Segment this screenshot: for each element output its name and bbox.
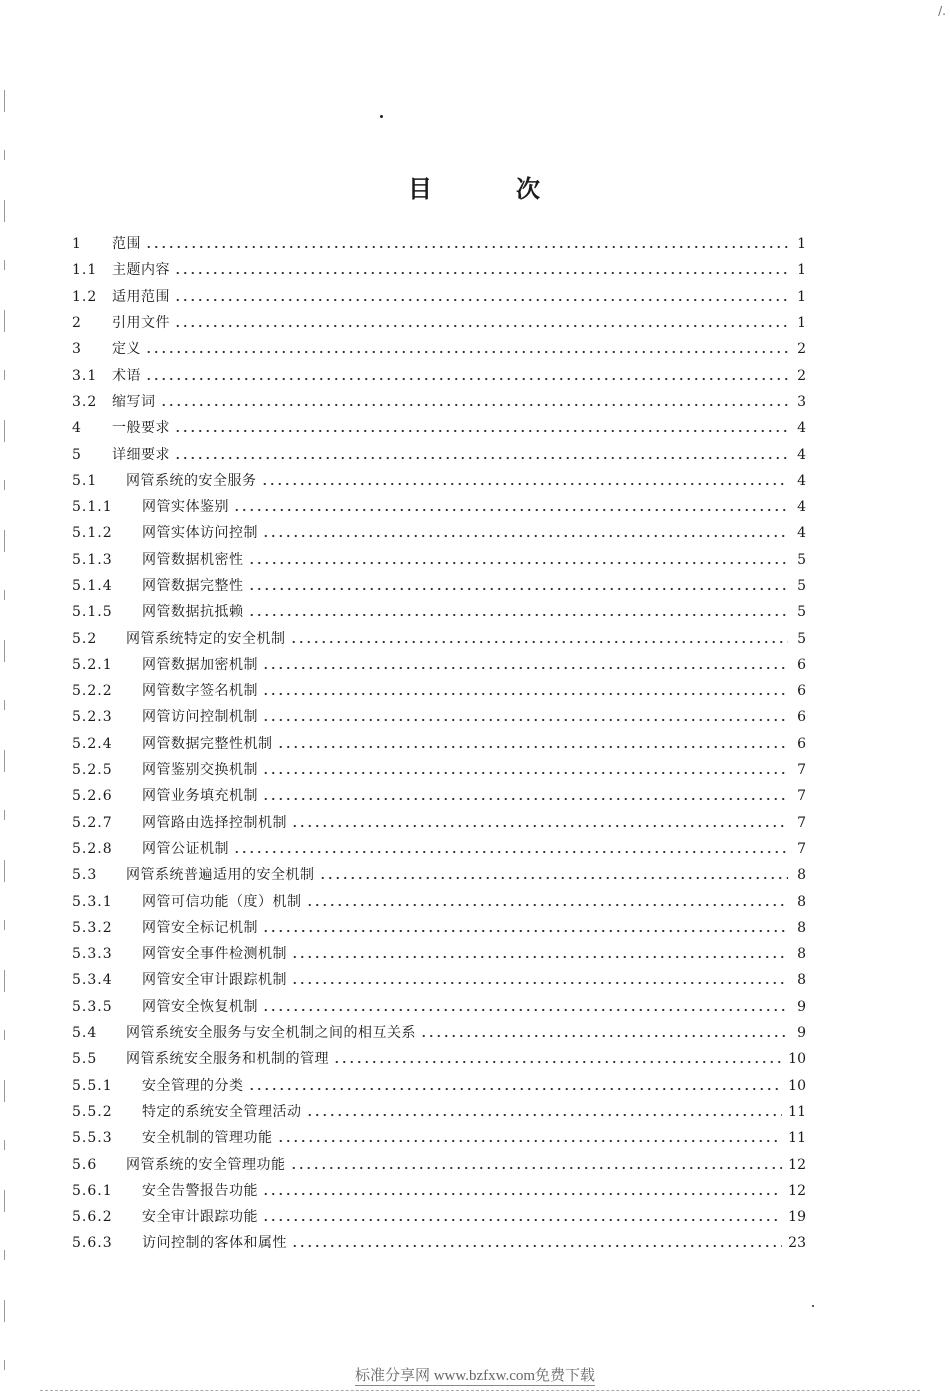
toc-entry-title: 网管数据完整性机制 — [142, 735, 273, 752]
toc-entry-page-number: 8 — [797, 893, 806, 910]
scan-speck — [380, 115, 383, 118]
toc-entry[interactable] — [72, 441, 806, 467]
toc-entry[interactable] — [72, 678, 806, 704]
toc-dot-leader — [174, 298, 788, 302]
toc-entry-page-number: 10 — [788, 1077, 806, 1094]
toc-dot-leader — [174, 456, 788, 460]
toc-entry-page-number: 7 — [797, 762, 806, 779]
toc-entry-number: 5.4 — [72, 1025, 98, 1042]
toc-entry-title: 网管访问控制机制 — [142, 709, 258, 726]
toc-entry-title: 术语 — [112, 367, 141, 384]
toc-entry-number: 5.6.2 — [72, 1209, 113, 1226]
toc-entry-page-number: 23 — [788, 1235, 806, 1252]
toc-entry-number: 5.6 — [72, 1156, 98, 1173]
toc-entry-page-number: 8 — [797, 946, 806, 963]
toc-entry-number: 5.3.3 — [72, 946, 113, 963]
toc-entry-number: 5.1.5 — [72, 604, 113, 621]
toc-dot-leader — [262, 666, 788, 670]
toc-entry-page-number: 1 — [797, 288, 806, 305]
toc-entry-page-number: 9 — [797, 998, 806, 1015]
toc-entry-title: 范围 — [112, 236, 141, 253]
toc-entry-title: 网管数据加密机制 — [142, 656, 258, 673]
toc-dot-leader — [248, 587, 789, 591]
toc-entry-number: 5.1 — [72, 472, 98, 489]
toc-dot-leader — [306, 1113, 783, 1117]
toc-entry-number: 5.2.5 — [72, 762, 113, 779]
page-title — [0, 168, 950, 204]
toc-entry-page-number: 6 — [797, 683, 806, 700]
toc-entry-number: 1 — [72, 236, 82, 253]
toc-entry-title: 详细要求 — [112, 446, 170, 463]
toc-entry-page-number: 6 — [797, 656, 806, 673]
toc-entry[interactable] — [72, 1204, 806, 1230]
toc-entry-title: 引用文件 — [112, 315, 170, 332]
toc-entry-title: 安全管理的分类 — [142, 1077, 244, 1094]
toc-dot-leader — [233, 850, 788, 854]
toc-entry-title: 网管数据抗抵赖 — [142, 604, 244, 621]
toc-dot-leader — [262, 1008, 788, 1012]
toc-entry-title: 特定的系统安全管理活动 — [142, 1103, 302, 1120]
toc-entry-page-number: 8 — [797, 919, 806, 936]
scan-edge-mark — [4, 90, 5, 1380]
toc-entry-page-number: 1 — [797, 262, 806, 279]
toc-entry-number: 5.1.1 — [72, 499, 113, 516]
toc-entry-page-number: 11 — [788, 1130, 806, 1147]
toc-entry-number: 5.3.2 — [72, 919, 113, 936]
toc-entry-title: 安全机制的管理功能 — [142, 1130, 273, 1147]
toc-dot-leader — [145, 245, 788, 249]
toc-entry-title: 网管公证机制 — [142, 840, 229, 857]
toc-dot-leader — [174, 324, 788, 328]
toc-dot-leader — [145, 377, 788, 381]
toc-entry-title: 网管安全标记机制 — [142, 919, 258, 936]
toc-entry[interactable] — [72, 1151, 806, 1177]
toc-entry[interactable] — [72, 389, 806, 415]
toc-entry[interactable] — [72, 994, 806, 1020]
toc-entry-number: 5.3.4 — [72, 972, 113, 989]
toc-entry[interactable] — [72, 520, 806, 546]
toc-entry-title: 网管安全事件检测机制 — [142, 946, 287, 963]
toc-entry-number: 5.3.1 — [72, 893, 113, 910]
toc-entry[interactable] — [72, 468, 806, 494]
toc-entry-title: 缩写词 — [112, 393, 156, 410]
toc-entry-title: 一般要求 — [112, 420, 170, 437]
toc-entry-title: 网管安全审计跟踪机制 — [142, 972, 287, 989]
toc-entry-page-number: 2 — [797, 367, 806, 384]
toc-entry-number: 3.2 — [72, 393, 98, 410]
toc-entry-title: 网管数据机密性 — [142, 551, 244, 568]
toc-entry-page-number: 5 — [797, 578, 806, 594]
toc-dot-leader — [160, 403, 789, 407]
toc-entry-number: 5.2 — [72, 630, 98, 647]
scan-corner-mark: /. — [938, 4, 946, 18]
toc-dot-leader — [262, 718, 788, 722]
toc-entry-page-number: 19 — [788, 1209, 806, 1226]
toc-entry[interactable] — [72, 810, 806, 836]
toc-entry-number: 3.1 — [72, 367, 98, 384]
toc-dot-leader — [319, 876, 789, 880]
toc-dot-leader — [262, 929, 788, 933]
toc-dot-leader — [290, 1166, 783, 1170]
toc-dot-leader — [262, 771, 788, 775]
toc-dot-leader — [248, 561, 789, 565]
toc-dot-leader — [291, 955, 788, 959]
toc-entry[interactable] — [72, 494, 806, 520]
toc-entry[interactable] — [72, 731, 806, 757]
toc-entry-page-number: 3 — [797, 393, 806, 410]
toc-entry[interactable] — [72, 1073, 806, 1099]
table-of-contents — [72, 231, 806, 1257]
toc-entry-page-number: 9 — [797, 1025, 806, 1042]
toc-entry-number: 5.6.1 — [72, 1182, 113, 1199]
toc-entry[interactable] — [72, 783, 806, 809]
toc-dot-leader — [262, 797, 788, 801]
toc-entry-title: 网管可信功能（度）机制 — [142, 893, 302, 910]
toc-entry[interactable] — [72, 652, 806, 678]
toc-dot-leader — [290, 640, 789, 644]
toc-entry-page-number: 1 — [797, 315, 806, 332]
toc-entry-page-number: 7 — [797, 840, 806, 857]
toc-entry[interactable] — [72, 1125, 806, 1151]
toc-entry[interactable] — [72, 284, 806, 310]
toc-entry-page-number: 1 — [797, 236, 806, 253]
toc-entry-title: 网管系统安全服务和机制的管理 — [126, 1051, 329, 1068]
toc-entry-number: 5.1.2 — [72, 525, 113, 542]
toc-entry-title: 网管数字签名机制 — [142, 683, 258, 700]
toc-entry[interactable] — [72, 915, 806, 941]
toc-entry-number: 5.2.1 — [72, 656, 113, 673]
toc-entry[interactable] — [72, 704, 806, 730]
toc-entry-title: 主题内容 — [112, 262, 170, 279]
toc-entry-number: 5.2.7 — [72, 814, 113, 831]
toc-dot-leader — [277, 745, 789, 749]
toc-entry-title: 访问控制的客体和属性 — [142, 1235, 287, 1252]
toc-dot-leader — [262, 692, 788, 696]
toc-entry-page-number: 7 — [797, 814, 806, 831]
toc-entry[interactable] — [72, 599, 806, 625]
toc-entry-number: 5 — [72, 446, 82, 463]
toc-entry[interactable] — [72, 941, 806, 967]
toc-entry-number: 5.1.3 — [72, 551, 113, 568]
toc-entry[interactable] — [72, 257, 806, 283]
toc-entry-number: 1.1 — [72, 262, 98, 279]
toc-entry-number: 5.3.5 — [72, 998, 113, 1015]
toc-entry-number: 5.2.3 — [72, 709, 113, 726]
toc-entry[interactable] — [72, 1230, 806, 1256]
toc-entry-title: 网管系统普遍适用的安全机制 — [126, 867, 315, 884]
toc-entry-page-number: 4 — [797, 472, 806, 489]
toc-entry-page-number: 8 — [797, 867, 806, 884]
toc-dot-leader — [248, 1087, 783, 1091]
toc-entry[interactable] — [72, 625, 806, 651]
toc-dot-leader — [291, 824, 788, 828]
toc-entry-title: 网管路由选择控制机制 — [142, 814, 287, 831]
toc-entry-number: 5.1.4 — [72, 578, 113, 594]
toc-entry-page-number: 2 — [797, 341, 806, 358]
toc-dot-leader — [262, 1192, 782, 1196]
toc-entry[interactable] — [72, 757, 806, 783]
toc-entry[interactable] — [72, 836, 806, 862]
toc-entry-title: 网管安全恢复机制 — [142, 998, 258, 1015]
toc-entry-page-number: 11 — [788, 1103, 806, 1120]
toc-entry-title: 网管实体鉴别 — [142, 499, 229, 516]
toc-entry-title: 安全告警报告功能 — [142, 1182, 258, 1199]
toc-entry[interactable] — [72, 362, 806, 388]
toc-entry-title: 网管实体访问控制 — [142, 525, 258, 542]
toc-dot-leader — [291, 981, 788, 985]
toc-dot-leader — [262, 534, 788, 538]
toc-dot-leader — [174, 429, 788, 433]
toc-entry[interactable] — [72, 1178, 806, 1204]
toc-entry-number: 5.2.2 — [72, 683, 113, 700]
toc-entry-title: 网管系统安全服务与安全机制之间的相互关系 — [126, 1025, 416, 1042]
toc-entry-number: 5.5.2 — [72, 1103, 113, 1120]
toc-entry[interactable] — [72, 336, 806, 362]
toc-dot-leader — [306, 903, 789, 907]
title-char-ci: 次 — [516, 174, 542, 203]
watermark-text: 标准分享网 www.bzfxw.com免费下载 — [354, 1368, 596, 1384]
toc-entry-title: 安全审计跟踪功能 — [142, 1209, 258, 1226]
toc-entry-title: 网管系统特定的安全机制 — [126, 630, 286, 647]
toc-entry-number: 5.3 — [72, 867, 98, 884]
toc-entry[interactable] — [72, 862, 806, 888]
toc-entry[interactable] — [72, 967, 806, 993]
toc-entry-page-number: 5 — [797, 551, 806, 568]
toc-entry-title: 网管业务填充机制 — [142, 788, 258, 805]
toc-entry-title: 网管鉴别交换机制 — [142, 762, 258, 779]
toc-entry-title: 适用范围 — [112, 288, 170, 305]
toc-entry-number: 5.2.4 — [72, 735, 113, 752]
toc-entry-number: 5.5.1 — [72, 1077, 113, 1094]
toc-entry-number: 5.6.3 — [72, 1235, 113, 1252]
toc-entry-number: 2 — [72, 315, 82, 332]
toc-entry-number: 4 — [72, 420, 82, 437]
toc-entry[interactable] — [72, 1099, 806, 1125]
toc-entry-page-number: 7 — [797, 788, 806, 805]
toc-entry-number: 5.5 — [72, 1051, 98, 1068]
toc-entry-number: 3 — [72, 341, 82, 358]
toc-entry-number: 5.5.3 — [72, 1130, 113, 1147]
toc-entry-title: 网管系统的安全服务 — [126, 472, 257, 489]
toc-dot-leader — [333, 1060, 782, 1064]
toc-entry-page-number: 8 — [797, 972, 806, 989]
toc-entry-page-number: 5 — [797, 604, 806, 621]
toc-dot-leader — [248, 613, 789, 617]
toc-entry[interactable] — [72, 1020, 806, 1046]
bottom-scan-line — [40, 1390, 920, 1391]
watermark-footer — [0, 1364, 950, 1385]
toc-dot-leader — [145, 350, 788, 354]
toc-entry[interactable] — [72, 231, 806, 257]
toc-entry-number: 1.2 — [72, 288, 98, 305]
toc-entry[interactable] — [72, 888, 806, 914]
toc-entry-page-number: 12 — [788, 1182, 806, 1199]
toc-entry[interactable] — [72, 547, 806, 573]
toc-entry-number: 5.2.6 — [72, 788, 113, 805]
toc-entry-page-number: 6 — [797, 709, 806, 726]
toc-entry-number: 5.2.8 — [72, 840, 113, 857]
toc-entry-page-number: 6 — [797, 735, 806, 752]
toc-dot-leader — [420, 1034, 788, 1038]
toc-entry-title: 网管系统的安全管理功能 — [126, 1156, 286, 1173]
toc-dot-leader — [262, 1218, 782, 1222]
toc-dot-leader — [174, 271, 788, 275]
toc-dot-leader — [233, 508, 788, 512]
scan-speck — [812, 1305, 814, 1307]
toc-entry[interactable] — [72, 310, 806, 336]
toc-entry-page-number: 4 — [797, 420, 806, 437]
toc-entry-page-number: 12 — [788, 1156, 806, 1173]
toc-entry-page-number: 5 — [797, 630, 806, 647]
toc-entry[interactable] — [72, 573, 806, 599]
title-char-mu: 目 — [408, 174, 434, 203]
toc-entry-page-number: 4 — [797, 525, 806, 542]
toc-entry-page-number: 4 — [797, 446, 806, 463]
toc-entry-page-number: 4 — [797, 499, 806, 516]
toc-entry-title: 定义 — [112, 341, 141, 358]
toc-dot-leader — [291, 1244, 782, 1248]
toc-entry[interactable] — [72, 415, 806, 441]
toc-dot-leader — [277, 1139, 783, 1143]
toc-entry-page-number: 10 — [788, 1051, 806, 1068]
toc-dot-leader — [261, 482, 789, 486]
toc-entry[interactable] — [72, 1046, 806, 1072]
toc-entry-title: 网管数据完整性 — [142, 578, 244, 594]
